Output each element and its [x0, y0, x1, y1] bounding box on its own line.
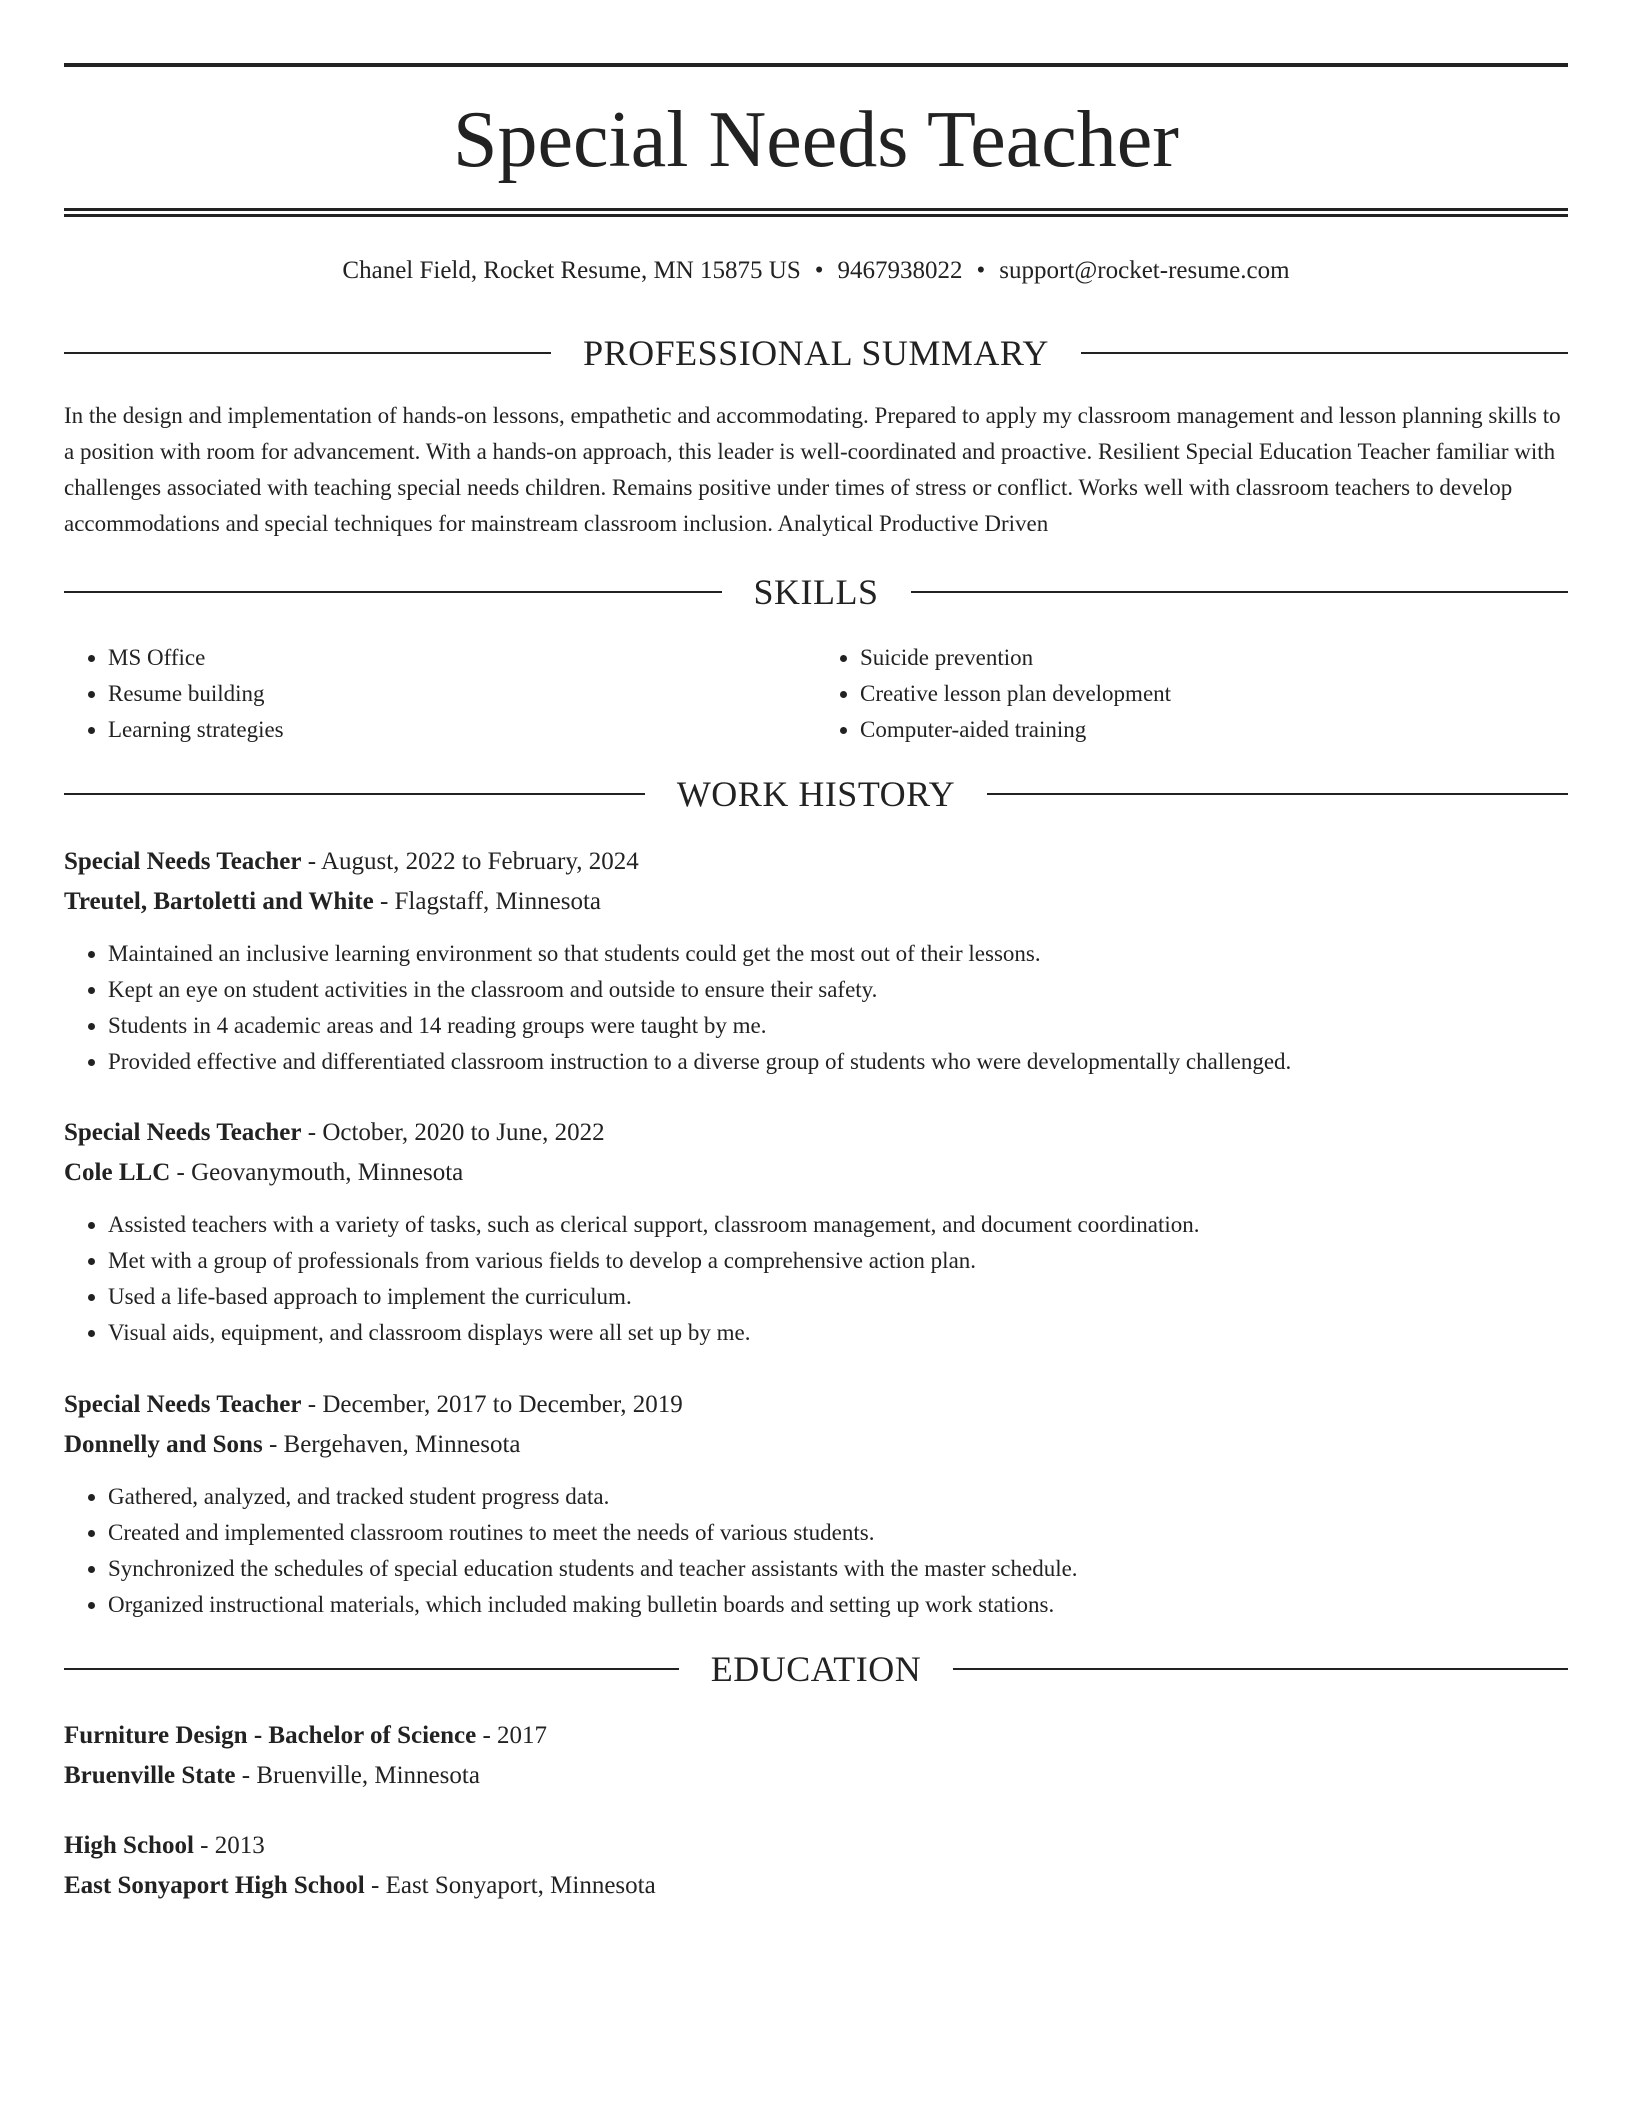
- skills-list: [64, 640, 1568, 748]
- summary-text: In the design and implementation of hands-on lessons, empathetic and accommodating. Prepared to apply my classroom management and lesson planning skills to a position with room for advancement. With a hands-on approach, this leader is well-coordinated and proactive. Resilient Special Education Teacher familiar with challenges associated with teaching special needs children. Remains positive under times of stress or conflict. Works well with classroom teachers to develop accommodations and special techniques for mainstream classroom inclusion. Analytical Productive Driven: [64, 403, 1561, 536]
- job-employer: Donnelly and Sons: [64, 1431, 263, 1458]
- job-entry: [64, 842, 1568, 1080]
- work-heading: [64, 772, 1568, 816]
- education-degree-line: [64, 1826, 1568, 1866]
- job-bullets: [64, 1207, 1568, 1351]
- job-bullet: • Visual aids, equipment, and classroom displays were all set up by me.: [108, 1315, 1568, 1351]
- heading-rule-left: [64, 793, 645, 795]
- heading-rule-left: [64, 1668, 679, 1670]
- job-bullets: [64, 936, 1568, 1080]
- heading-rule-left: [64, 352, 551, 354]
- education-location: - Bruenville, Minnesota: [235, 1762, 480, 1789]
- job-title: Special Needs Teacher: [64, 1391, 302, 1418]
- contact-separator: •: [814, 257, 824, 284]
- job-dates: - August, 2022 to February, 2024: [301, 848, 639, 875]
- contact-email: support@rocket-resume.com: [999, 257, 1290, 284]
- job-employer: Cole LLC: [64, 1159, 171, 1186]
- job-location: - Geovanymouth, Minnesota: [170, 1159, 464, 1186]
- skill-item: • Resume building: [108, 676, 816, 712]
- job-title-line: [64, 1113, 1568, 1153]
- skills-heading-label: SKILLS: [753, 572, 879, 612]
- title-double-rule: [64, 208, 1568, 217]
- contact-separator: •: [976, 257, 986, 284]
- heading-rule-right: [1081, 352, 1568, 354]
- summary-heading-label: PROFESSIONAL SUMMARY: [583, 333, 1049, 373]
- education-school-line: [64, 1866, 1568, 1906]
- job-bullet: • Gathered, analyzed, and tracked student progress data.: [108, 1479, 1568, 1515]
- education-entry: [64, 1716, 1568, 1796]
- heading-rule-right: [911, 591, 1569, 593]
- skills-column-left: [64, 640, 816, 748]
- job-bullet: • Students in 4 academic areas and 14 reading groups were taught by me.: [108, 1008, 1568, 1044]
- education-school: Bruenville State: [64, 1762, 236, 1789]
- summary-heading: [64, 331, 1568, 375]
- heading-rule-right: [953, 1668, 1568, 1670]
- education-heading-label: EDUCATION: [710, 1649, 922, 1689]
- job-title: Special Needs Teacher: [64, 1119, 302, 1146]
- education-year: - 2013: [193, 1832, 265, 1859]
- education-school: East Sonyaport High School: [64, 1872, 365, 1899]
- skills-column-right: [816, 640, 1568, 748]
- job-bullet: • Met with a group of professionals from various fields to develop a comprehensive action plan.: [108, 1243, 1568, 1279]
- heading-rule-left: [64, 591, 722, 593]
- education-entry: [64, 1826, 1568, 1906]
- top-rule: [64, 63, 1568, 67]
- job-bullet: • Synchronized the schedules of special education students and teacher assistants with the master schedule.: [108, 1551, 1568, 1587]
- skill-item: • Creative lesson plan development: [860, 676, 1568, 712]
- contact-line: [64, 253, 1568, 289]
- job-dates: - October, 2020 to June, 2022: [301, 1119, 605, 1146]
- skill-item: • Computer-aided training: [860, 712, 1568, 748]
- job-location: - Bergehaven, Minnesota: [262, 1431, 521, 1458]
- job-dates: - December, 2017 to December, 2019: [301, 1391, 683, 1418]
- job-title: Special Needs Teacher: [64, 848, 302, 875]
- job-bullet: • Assisted teachers with a variety of tasks, such as clerical support, classroom management, and document coordination.: [108, 1207, 1568, 1243]
- job-title-line: [64, 1385, 1568, 1425]
- heading-rule-right: [987, 793, 1568, 795]
- job-bullets: [64, 1479, 1568, 1623]
- skills-heading: [64, 570, 1568, 614]
- education-year: - 2017: [476, 1722, 548, 1749]
- skill-item: • MS Office: [108, 640, 816, 676]
- education-heading: [64, 1647, 1568, 1691]
- skill-item: • Learning strategies: [108, 712, 816, 748]
- job-bullet: • Maintained an inclusive learning environment so that students could get the most out of their lessons.: [108, 936, 1568, 972]
- job-employer: Treutel, Bartoletti and White: [64, 888, 374, 915]
- job-employer-line: [64, 882, 1568, 922]
- education-degree: Furniture Design - Bachelor of Science: [64, 1722, 477, 1749]
- job-bullet: • Used a life-based approach to implement the curriculum.: [108, 1279, 1568, 1315]
- skill-item: • Suicide prevention: [860, 640, 1568, 676]
- job-employer-line: [64, 1425, 1568, 1465]
- job-bullet: • Kept an eye on student activities in the classroom and outside to ensure their safety.: [108, 972, 1568, 1008]
- education-degree: High School: [64, 1832, 194, 1859]
- contact-address: Chanel Field, Rocket Resume, MN 15875 US: [342, 257, 801, 284]
- job-bullet: • Organized instructional materials, which included making bulletin boards and setting up work stations.: [108, 1587, 1568, 1623]
- resume-title: Special Needs Teacher: [453, 96, 1179, 184]
- contact-phone: 9467938022: [837, 257, 963, 284]
- education-degree-line: [64, 1716, 1568, 1756]
- education-school-line: [64, 1756, 1568, 1796]
- job-bullet: • Created and implemented classroom routines to meet the needs of various students.: [108, 1515, 1568, 1551]
- job-entry: [64, 1385, 1568, 1623]
- job-entry: [64, 1113, 1568, 1351]
- job-title-line: [64, 842, 1568, 882]
- education-location: - East Sonyaport, Minnesota: [364, 1872, 656, 1899]
- job-bullet: • Provided effective and differentiated classroom instruction to a diverse group of students who were developmentally challenged.: [108, 1044, 1568, 1080]
- work-heading-label: WORK HISTORY: [676, 774, 956, 814]
- job-employer-line: [64, 1153, 1568, 1193]
- job-location: - Flagstaff, Minnesota: [373, 888, 601, 915]
